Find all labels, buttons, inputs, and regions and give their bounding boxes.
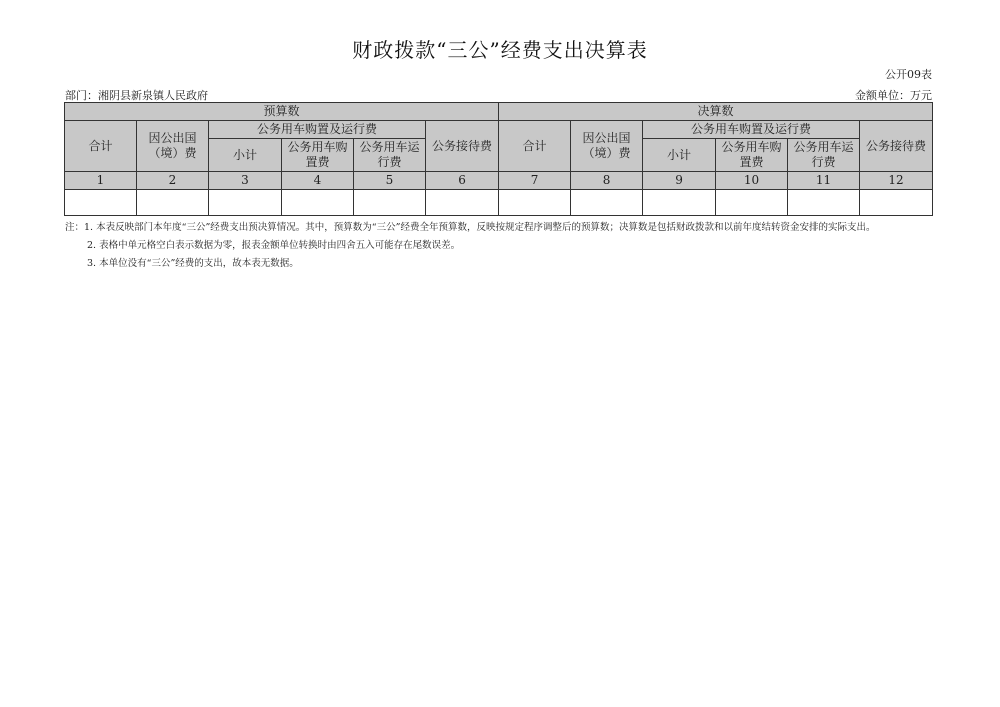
column-number: 12	[860, 172, 933, 190]
column-number: 4	[282, 172, 354, 190]
column-number: 8	[571, 172, 643, 190]
data-cell	[426, 190, 499, 216]
column-number: 1	[65, 172, 137, 190]
column-number: 5	[354, 172, 426, 190]
column-number: 7	[499, 172, 571, 190]
table-row	[65, 190, 933, 216]
budget-total-header: 合计	[65, 121, 137, 172]
data-cell	[788, 190, 860, 216]
column-number: 3	[209, 172, 282, 190]
data-cell	[209, 190, 282, 216]
form-code: 公开09表	[885, 68, 932, 81]
final-vehicle-purchase-header: 公务用车购置费	[716, 139, 788, 172]
data-cell	[571, 190, 643, 216]
budget-abroad-header: 因公出国（境）费	[137, 121, 209, 172]
data-cell	[860, 190, 933, 216]
budget-header: 预算数	[65, 103, 499, 121]
data-cell	[354, 190, 426, 216]
budget-subtotal-header: 小计	[209, 139, 282, 172]
final-header: 决算数	[499, 103, 933, 121]
note-3: 3. 本单位没有“三公”经费的支出，故本表无数据。	[87, 258, 299, 269]
data-cell	[643, 190, 716, 216]
budget-reception-header: 公务接待费	[426, 121, 499, 172]
department-label: 部门：湘阴县新泉镇人民政府	[65, 89, 208, 102]
column-number: 9	[643, 172, 716, 190]
final-abroad-header: 因公出国（境）费	[571, 121, 643, 172]
note-1: 注：1. 本表反映部门本年度“三公”经费支出预决算情况。其中，预算数为“三公”经费全年预算数，反映按规定程序调整后的预算数；决算数是包括财政拨款和以前年度结转资金安排的实际支出。	[65, 222, 876, 233]
column-number: 6	[426, 172, 499, 190]
final-vehicle-group-header: 公务用车购置及运行费	[643, 121, 860, 139]
final-vehicle-running-header: 公务用车运行费	[788, 139, 860, 172]
data-cell	[282, 190, 354, 216]
column-number: 10	[716, 172, 788, 190]
budget-vehicle-purchase-header: 公务用车购置费	[282, 139, 354, 172]
budget-vehicle-running-header: 公务用车运行费	[354, 139, 426, 172]
three-public-expenses-table	[64, 102, 933, 216]
unit-label: 金额单位：万元	[855, 89, 932, 102]
page-title: 财政拨款“三公”经费支出决算表	[352, 38, 648, 62]
data-cell	[499, 190, 571, 216]
budget-vehicle-group-header: 公务用车购置及运行费	[209, 121, 426, 139]
data-cell	[716, 190, 788, 216]
column-number: 2	[137, 172, 209, 190]
final-total-header: 合计	[499, 121, 571, 172]
note-2: 2. 表格中单元格空白表示数据为零，报表金额单位转换时由四舍五入可能存在尾数误差。	[87, 240, 461, 251]
column-number: 11	[788, 172, 860, 190]
data-cell	[137, 190, 209, 216]
data-cell	[65, 190, 137, 216]
final-subtotal-header: 小计	[643, 139, 716, 172]
final-reception-header: 公务接待费	[860, 121, 933, 172]
notes-section	[65, 222, 935, 270]
